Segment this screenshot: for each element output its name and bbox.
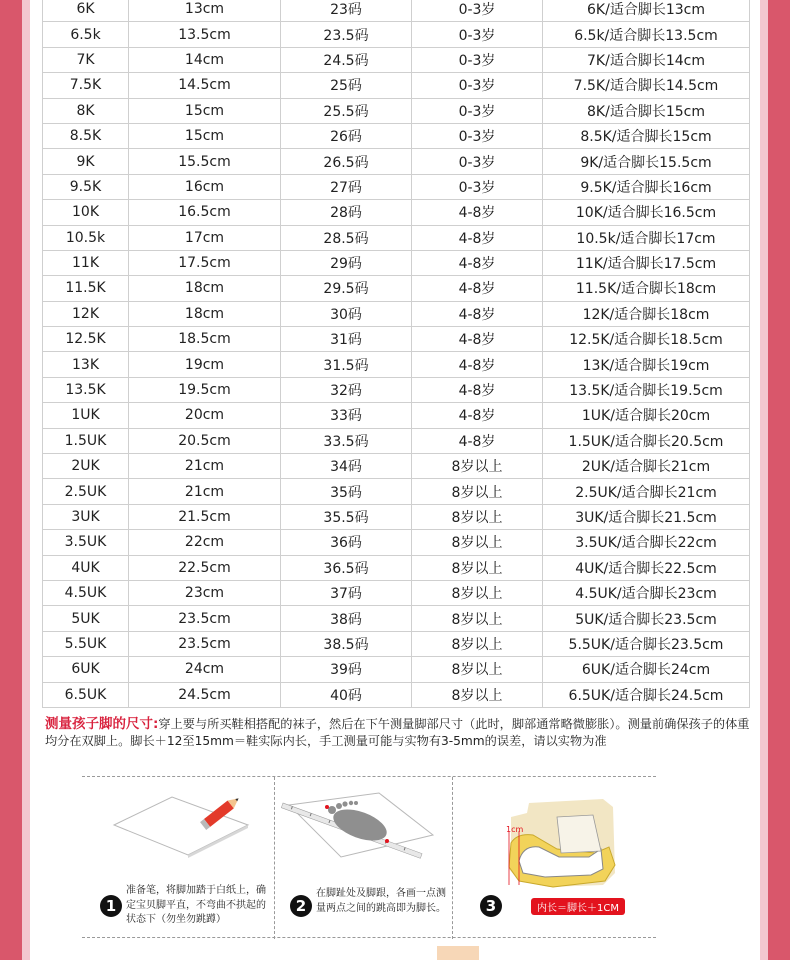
size-cell-eu-size: 35码 bbox=[281, 479, 412, 504]
size-cell-eu-size: 31.5码 bbox=[281, 352, 412, 377]
size-cell-age-range: 8岁以上 bbox=[412, 682, 543, 707]
size-cell-eu-size: 25码 bbox=[281, 73, 412, 98]
size-cell-size-code: 11.5K bbox=[43, 276, 129, 301]
step-3-gap-label: 1cm bbox=[506, 825, 524, 834]
size-cell-age-range: 0-3岁 bbox=[412, 149, 543, 174]
size-cell-size-code: 3UK bbox=[43, 504, 129, 529]
size-cell-fit-note: 1.5UK/适合脚长20.5cm bbox=[543, 428, 750, 453]
size-cell-foot-length: 17cm bbox=[129, 225, 281, 250]
size-cell-size-code: 5.5UK bbox=[43, 631, 129, 656]
size-cell-size-code: 10K bbox=[43, 200, 129, 225]
step-1-panel bbox=[82, 777, 275, 939]
size-cell-fit-note: 12K/适合脚长18cm bbox=[543, 301, 750, 326]
size-cell-size-code: 2.5UK bbox=[43, 479, 129, 504]
size-cell-size-code: 6UK bbox=[43, 657, 129, 682]
size-cell-eu-size: 37码 bbox=[281, 580, 412, 605]
size-cell-foot-length: 13.5cm bbox=[129, 22, 281, 47]
size-cell-age-range: 0-3岁 bbox=[412, 47, 543, 72]
size-cell-size-code: 7K bbox=[43, 47, 129, 72]
measure-guide-body: 穿上要与所买鞋相搭配的袜子，然后在下午测量脚部尺寸（此时，脚部通常略微膨胀）。测量前确保孩子的体重均分在双脚上。脚长＋12至15mm＝鞋实际内长，手工测量可能与实物有3-5mm的误差，请以实物为准 bbox=[45, 717, 750, 748]
size-cell-foot-length: 16cm bbox=[129, 174, 281, 199]
size-row bbox=[43, 73, 750, 98]
size-cell-size-code: 7.5K bbox=[43, 73, 129, 98]
size-chart-table bbox=[42, 0, 750, 708]
size-row bbox=[43, 47, 750, 72]
size-cell-eu-size: 32码 bbox=[281, 377, 412, 402]
size-row bbox=[43, 377, 750, 402]
size-cell-age-range: 0-3岁 bbox=[412, 22, 543, 47]
size-cell-fit-note: 9K/适合脚长15.5cm bbox=[543, 149, 750, 174]
size-row bbox=[43, 98, 750, 123]
step-2-number: 2 bbox=[290, 895, 312, 917]
size-cell-age-range: 4-8岁 bbox=[412, 403, 543, 428]
size-cell-eu-size: 29.5码 bbox=[281, 276, 412, 301]
size-cell-size-code: 4.5UK bbox=[43, 580, 129, 605]
size-row bbox=[43, 22, 750, 47]
size-cell-fit-note: 13.5K/适合脚长19.5cm bbox=[543, 377, 750, 402]
size-cell-size-code: 6K bbox=[43, 0, 129, 22]
size-cell-fit-note: 8.5K/适合脚长15cm bbox=[543, 123, 750, 148]
size-cell-foot-length: 19.5cm bbox=[129, 377, 281, 402]
size-cell-fit-note: 6K/适合脚长13cm bbox=[543, 0, 750, 22]
size-cell-eu-size: 29码 bbox=[281, 250, 412, 275]
size-cell-foot-length: 23cm bbox=[129, 580, 281, 605]
size-cell-age-range: 8岁以上 bbox=[412, 555, 543, 580]
size-cell-age-range: 8岁以上 bbox=[412, 454, 543, 479]
size-cell-eu-size: 33.5码 bbox=[281, 428, 412, 453]
size-cell-eu-size: 36.5码 bbox=[281, 555, 412, 580]
size-cell-foot-length: 17.5cm bbox=[129, 250, 281, 275]
size-cell-fit-note: 2UK/适合脚长21cm bbox=[543, 454, 750, 479]
size-cell-size-code: 8K bbox=[43, 98, 129, 123]
size-cell-eu-size: 36码 bbox=[281, 530, 412, 555]
size-row bbox=[43, 327, 750, 352]
size-row bbox=[43, 504, 750, 529]
size-cell-eu-size: 40码 bbox=[281, 682, 412, 707]
size-cell-size-code: 5UK bbox=[43, 606, 129, 631]
size-cell-fit-note: 7K/适合脚长14cm bbox=[543, 47, 750, 72]
size-row bbox=[43, 250, 750, 275]
size-cell-age-range: 8岁以上 bbox=[412, 606, 543, 631]
size-cell-foot-length: 24cm bbox=[129, 657, 281, 682]
size-cell-age-range: 0-3岁 bbox=[412, 73, 543, 98]
size-cell-age-range: 0-3岁 bbox=[412, 0, 543, 22]
size-cell-eu-size: 28.5码 bbox=[281, 225, 412, 250]
size-cell-size-code: 13.5K bbox=[43, 377, 129, 402]
size-cell-foot-length: 15cm bbox=[129, 123, 281, 148]
size-cell-size-code: 9.5K bbox=[43, 174, 129, 199]
size-cell-fit-note: 9.5K/适合脚长16cm bbox=[543, 174, 750, 199]
size-cell-size-code: 1UK bbox=[43, 403, 129, 428]
size-cell-fit-note: 10.5k/适合脚长17cm bbox=[543, 225, 750, 250]
left-frame-border bbox=[0, 0, 30, 960]
size-cell-foot-length: 15cm bbox=[129, 98, 281, 123]
size-cell-age-range: 8岁以上 bbox=[412, 504, 543, 529]
size-cell-eu-size: 38.5码 bbox=[281, 631, 412, 656]
size-cell-age-range: 8岁以上 bbox=[412, 631, 543, 656]
size-row bbox=[43, 276, 750, 301]
size-cell-foot-length: 13cm bbox=[129, 0, 281, 22]
size-cell-size-code: 6.5k bbox=[43, 22, 129, 47]
size-cell-age-range: 4-8岁 bbox=[412, 327, 543, 352]
size-cell-size-code: 12.5K bbox=[43, 327, 129, 352]
size-cell-foot-length: 18cm bbox=[129, 276, 281, 301]
size-cell-foot-length: 14cm bbox=[129, 47, 281, 72]
size-cell-fit-note: 11.5K/适合脚长18cm bbox=[543, 276, 750, 301]
size-cell-size-code: 11K bbox=[43, 250, 129, 275]
size-cell-size-code: 8.5K bbox=[43, 123, 129, 148]
size-cell-foot-length: 21.5cm bbox=[129, 504, 281, 529]
size-cell-fit-note: 2.5UK/适合脚长21cm bbox=[543, 479, 750, 504]
size-cell-fit-note: 5UK/适合脚长23.5cm bbox=[543, 606, 750, 631]
size-cell-foot-length: 23.5cm bbox=[129, 606, 281, 631]
size-cell-fit-note: 11K/适合脚长17.5cm bbox=[543, 250, 750, 275]
size-cell-foot-length: 23.5cm bbox=[129, 631, 281, 656]
size-cell-fit-note: 4UK/适合脚长22.5cm bbox=[543, 555, 750, 580]
measure-guide bbox=[45, 716, 750, 750]
size-row bbox=[43, 149, 750, 174]
size-cell-eu-size: 28码 bbox=[281, 200, 412, 225]
size-row bbox=[43, 530, 750, 555]
size-cell-eu-size: 30码 bbox=[281, 301, 412, 326]
size-cell-fit-note: 6.5k/适合脚长13.5cm bbox=[543, 22, 750, 47]
size-cell-fit-note: 3UK/适合脚长21.5cm bbox=[543, 504, 750, 529]
size-cell-eu-size: 26码 bbox=[281, 123, 412, 148]
size-cell-age-range: 8岁以上 bbox=[412, 657, 543, 682]
size-cell-foot-length: 22cm bbox=[129, 530, 281, 555]
size-cell-fit-note: 13K/适合脚长19cm bbox=[543, 352, 750, 377]
size-cell-foot-length: 22.5cm bbox=[129, 555, 281, 580]
size-cell-eu-size: 25.5码 bbox=[281, 98, 412, 123]
size-row bbox=[43, 555, 750, 580]
size-cell-age-range: 0-3岁 bbox=[412, 123, 543, 148]
step-3-number: 3 bbox=[480, 895, 502, 917]
step-2-text: 在脚趾处及脚跟，各画一点测量两点之间的跳高即为脚长。 bbox=[316, 888, 446, 914]
size-cell-eu-size: 34码 bbox=[281, 454, 412, 479]
size-row bbox=[43, 225, 750, 250]
size-cell-age-range: 4-8岁 bbox=[412, 200, 543, 225]
size-cell-age-range: 4-8岁 bbox=[412, 428, 543, 453]
size-row bbox=[43, 123, 750, 148]
size-row bbox=[43, 631, 750, 656]
step-2-panel bbox=[275, 777, 453, 939]
size-row bbox=[43, 174, 750, 199]
size-cell-eu-size: 23码 bbox=[281, 0, 412, 22]
size-cell-fit-note: 4.5UK/适合脚长23cm bbox=[543, 580, 750, 605]
size-cell-foot-length: 16.5cm bbox=[129, 200, 281, 225]
size-row bbox=[43, 606, 750, 631]
size-cell-age-range: 4-8岁 bbox=[412, 225, 543, 250]
size-cell-eu-size: 38码 bbox=[281, 606, 412, 631]
size-cell-age-range: 8岁以上 bbox=[412, 580, 543, 605]
size-cell-age-range: 0-3岁 bbox=[412, 174, 543, 199]
size-cell-size-code: 1.5UK bbox=[43, 428, 129, 453]
size-cell-foot-length: 20.5cm bbox=[129, 428, 281, 453]
size-cell-eu-size: 31码 bbox=[281, 327, 412, 352]
size-cell-size-code: 3.5UK bbox=[43, 530, 129, 555]
size-cell-fit-note: 12.5K/适合脚长18.5cm bbox=[543, 327, 750, 352]
size-row bbox=[43, 200, 750, 225]
size-cell-fit-note: 6UK/适合脚长24cm bbox=[543, 657, 750, 682]
measure-guide-title: 测量孩子脚的尺寸: bbox=[45, 716, 159, 732]
size-cell-age-range: 4-8岁 bbox=[412, 250, 543, 275]
size-cell-age-range: 4-8岁 bbox=[412, 276, 543, 301]
size-cell-age-range: 4-8岁 bbox=[412, 352, 543, 377]
size-row bbox=[43, 0, 750, 22]
size-cell-size-code: 13K bbox=[43, 352, 129, 377]
size-cell-fit-note: 7.5K/适合脚长14.5cm bbox=[543, 73, 750, 98]
size-cell-eu-size: 27码 bbox=[281, 174, 412, 199]
size-cell-age-range: 4-8岁 bbox=[412, 301, 543, 326]
size-cell-size-code: 4UK bbox=[43, 555, 129, 580]
size-row bbox=[43, 580, 750, 605]
size-cell-size-code: 2UK bbox=[43, 454, 129, 479]
size-row bbox=[43, 403, 750, 428]
size-row bbox=[43, 301, 750, 326]
size-cell-foot-length: 24.5cm bbox=[129, 682, 281, 707]
size-row bbox=[43, 352, 750, 377]
size-cell-fit-note: 10K/适合脚长16.5cm bbox=[543, 200, 750, 225]
size-cell-size-code: 6.5UK bbox=[43, 682, 129, 707]
size-cell-foot-length: 20cm bbox=[129, 403, 281, 428]
size-cell-eu-size: 23.5码 bbox=[281, 22, 412, 47]
size-cell-fit-note: 8K/适合脚长15cm bbox=[543, 98, 750, 123]
right-frame-border bbox=[760, 0, 790, 960]
measure-steps bbox=[82, 776, 656, 938]
size-cell-eu-size: 24.5码 bbox=[281, 47, 412, 72]
size-row bbox=[43, 479, 750, 504]
size-cell-eu-size: 26.5码 bbox=[281, 149, 412, 174]
step-1-number: 1 bbox=[100, 895, 122, 917]
size-cell-size-code: 10.5k bbox=[43, 225, 129, 250]
size-cell-size-code: 12K bbox=[43, 301, 129, 326]
size-row bbox=[43, 454, 750, 479]
size-cell-size-code: 9K bbox=[43, 149, 129, 174]
next-section-edge bbox=[437, 946, 479, 960]
size-cell-fit-note: 6.5UK/适合脚长24.5cm bbox=[543, 682, 750, 707]
size-cell-age-range: 8岁以上 bbox=[412, 479, 543, 504]
step-3-panel bbox=[453, 777, 656, 939]
size-cell-eu-size: 35.5码 bbox=[281, 504, 412, 529]
size-cell-fit-note: 1UK/适合脚长20cm bbox=[543, 403, 750, 428]
size-cell-foot-length: 14.5cm bbox=[129, 73, 281, 98]
size-row bbox=[43, 657, 750, 682]
size-cell-eu-size: 39码 bbox=[281, 657, 412, 682]
size-cell-foot-length: 21cm bbox=[129, 454, 281, 479]
size-cell-foot-length: 15.5cm bbox=[129, 149, 281, 174]
size-cell-foot-length: 19cm bbox=[129, 352, 281, 377]
size-cell-foot-length: 18cm bbox=[129, 301, 281, 326]
size-row bbox=[43, 682, 750, 707]
size-cell-age-range: 8岁以上 bbox=[412, 530, 543, 555]
size-cell-age-range: 0-3岁 bbox=[412, 98, 543, 123]
size-row bbox=[43, 428, 750, 453]
size-cell-eu-size: 33码 bbox=[281, 403, 412, 428]
size-chart-body bbox=[43, 0, 750, 707]
size-cell-age-range: 4-8岁 bbox=[412, 377, 543, 402]
size-cell-foot-length: 21cm bbox=[129, 479, 281, 504]
size-cell-fit-note: 5.5UK/适合脚长23.5cm bbox=[543, 631, 750, 656]
step-1-text: 准备笔，将脚加踏于白纸上，确定宝贝脚平直，不弯曲不拱起的状态下（勿坐勿跳蹲） bbox=[126, 885, 266, 925]
size-cell-fit-note: 3.5UK/适合脚长22cm bbox=[543, 530, 750, 555]
inner-length-formula: 内长＝脚长＋1CM bbox=[531, 898, 625, 915]
size-cell-foot-length: 18.5cm bbox=[129, 327, 281, 352]
